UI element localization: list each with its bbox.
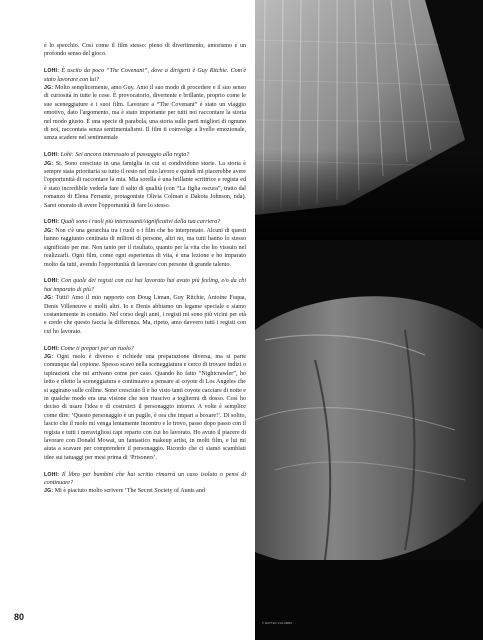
speaker-label: LOHI:	[44, 345, 60, 352]
paragraph-text: Molto semplicemente, amo Guy. Amo il suo modo di procedere e il suo senso di curiosità in tutte le cose. È provocatorio, divertente e brillante, proprio come le sue sceneggiature e i suoi film. Lavorare a “The Covenant” è stato un viaggio emotivo, dato l'argomento, ma è stato importante per tutti noi raccontare la storia nel modo giusto. È una specie di parabola, una storia sulle parti migliori di ognuno di noi, raccontata senza sentimentalismi. Il film ti coinvolge a livello emozionale, senza scadere nel sentimentale	[44, 85, 247, 142]
speaker-label: JG:	[44, 353, 54, 360]
interview-question	[44, 218, 246, 226]
paragraph-text: Quali sono i ruoli più interessanti/significativi della tua carriera?	[60, 219, 221, 226]
paragraph-text: È uscito da poco “The Covenant”, dove a dirigerti è Guy Ritchie. Com'è stato lavorare con lui?	[44, 68, 247, 83]
interview-question	[44, 67, 246, 84]
page-number: 80	[14, 612, 25, 622]
block-gap	[44, 210, 246, 218]
block-gap	[44, 59, 246, 67]
speaker-label: LOHI:	[44, 278, 60, 285]
interview-question	[44, 277, 246, 294]
photo-image	[255, 0, 483, 640]
speaker-label: JG:	[44, 160, 54, 167]
speaker-label: JG:	[44, 85, 54, 92]
interview-question	[44, 471, 246, 488]
interview-question	[44, 345, 246, 353]
paragraph-text: Con quale dei registi con cui hai lavorato hai avuto più feeling, e/o da chi hai imparato di più?	[44, 278, 246, 293]
block-gap	[44, 269, 246, 277]
paragraph-text: Non c'è una gerarchia tra i ruoli o i film che ho interpretato. Alcuni di questi hanno raggiunto centinaia di milioni di persone, altri no, ma tutti hanno lo stesso significato per me. Non tanto per il risultato, quanto per la vita che ho vissuto nel realizzarli. Ogni film, come ogni esperienza di vita, è una lezione e ho imparato molto da tutti, avendo l'opportunità di lavorare con persone di grande talento.	[44, 227, 247, 268]
block-gap	[44, 143, 246, 151]
speaker-label: LOHI:	[44, 152, 60, 159]
paragraph-text: Ogni ruolo è diverso e richiede una preparazione diversa, ma si parte comunque dal copione. Spesso scavo nella sceneggiatura e cerco di trovare indizi o ispirazioni che mi arrivano come per caso. Quando ho fatto “Nightcrawler”, ho letto e riletto la sceneggiatura e continuavo a pensare ai coyote di Los Angeles che si aggirano sulle colline. Sono cresciuto lì e ho visto tanti coyote cacciare di notte e in qualche modo era una visione che non riuscivo a togliermi di dosso. Così ho deciso di usare l'idea e di costruirci il personaggio intorno. A volte è semplice come dire: ‘Questo personaggio è un pugile, è ora che impari a boxare!’. Di solito, lascio che il ruolo mi venga lentamente incontro e lo trovo, passo dopo passo con il regista e tutti i meravigliosi capi reparto con cui ho lavorato. Ho avuto il piacere di lavorare con Donald Mowat, un fantastico makeup artist, in molti film, e lui mi aiuta a scavare per comprendere il personaggio. Ricordo che ci siamo scambiati idee sui tatuaggi per mesi prima di ‘Prisoners’.	[44, 353, 247, 461]
paragraph-text: Si. Sono cresciuto in una famiglia in cui si condividono storie. La storia è sempre stata prioritaria su tutto il resto nel mio lavoro e quindi mi piacerebbe avere l'opportunità di raccontare la mia. Mia sorella è una brillante scrittrice e regista ed è stato incredibile vederla fare il salto di qualità (con “La figlia oscura”, tratto dal romanzo di Elena Ferrante, protagoniste Olivia Colman e Dakota Johnson, nda). Sarei onorato di avere l'opportunità di fare lo stesso.	[44, 160, 246, 209]
speaker-label: LOHI:	[44, 471, 60, 478]
block-gap	[44, 462, 246, 470]
paragraph-text: Il libro per bambini che hai scritto rimarrà un caso isolato o pensi di continuare?	[44, 471, 247, 487]
speaker-label: JG:	[44, 295, 54, 302]
interview-answer	[44, 227, 246, 269]
block-gap	[44, 336, 246, 344]
speaker-label: LOHI:	[44, 219, 60, 226]
speaker-label: JG:	[44, 488, 54, 495]
paragraph-text: è lo specchio. Così come il film stesso: pieno di divertimento, umorismo e un profondo senso del gioco.	[44, 43, 246, 58]
interview-answer	[44, 84, 246, 143]
photo-panel	[255, 0, 483, 640]
paragraph-text: Tutti! Amo il mio rapporto con Doug Liman, Guy Ritchie, Antoine Fuqua, Denis Villeneuve e molti altri. Io e Denis abbiamo un legame speciale e siamo costantemente in contatto. Nel corso degli anni, i registi mi sono più vicini per età e credo che questo faccia la differenza. Ma, ripeto, amo davvero tutti i registi con cui ho lavorato.	[44, 295, 246, 335]
interview-answer	[44, 487, 246, 495]
interview-answer	[44, 294, 246, 336]
article-column	[44, 42, 246, 496]
interview-question	[44, 151, 246, 159]
paragraph-text: Lohi: Sei ancora interessato al passaggio alla regia?	[60, 152, 190, 159]
photo-credit: © MATTEO COLOMBO	[262, 622, 293, 625]
interview-answer	[44, 160, 246, 210]
speaker-label: JG:	[44, 227, 54, 234]
speaker-label: LOHI:	[44, 68, 60, 75]
paragraph-text: Come ti prepari per un ruolo?	[60, 345, 134, 352]
interview-answer	[44, 42, 246, 59]
paragraph-text: Mi è piaciuto molto scrivere ‘The Secret Society of Aunts and	[54, 488, 205, 495]
interview-answer	[44, 353, 246, 462]
